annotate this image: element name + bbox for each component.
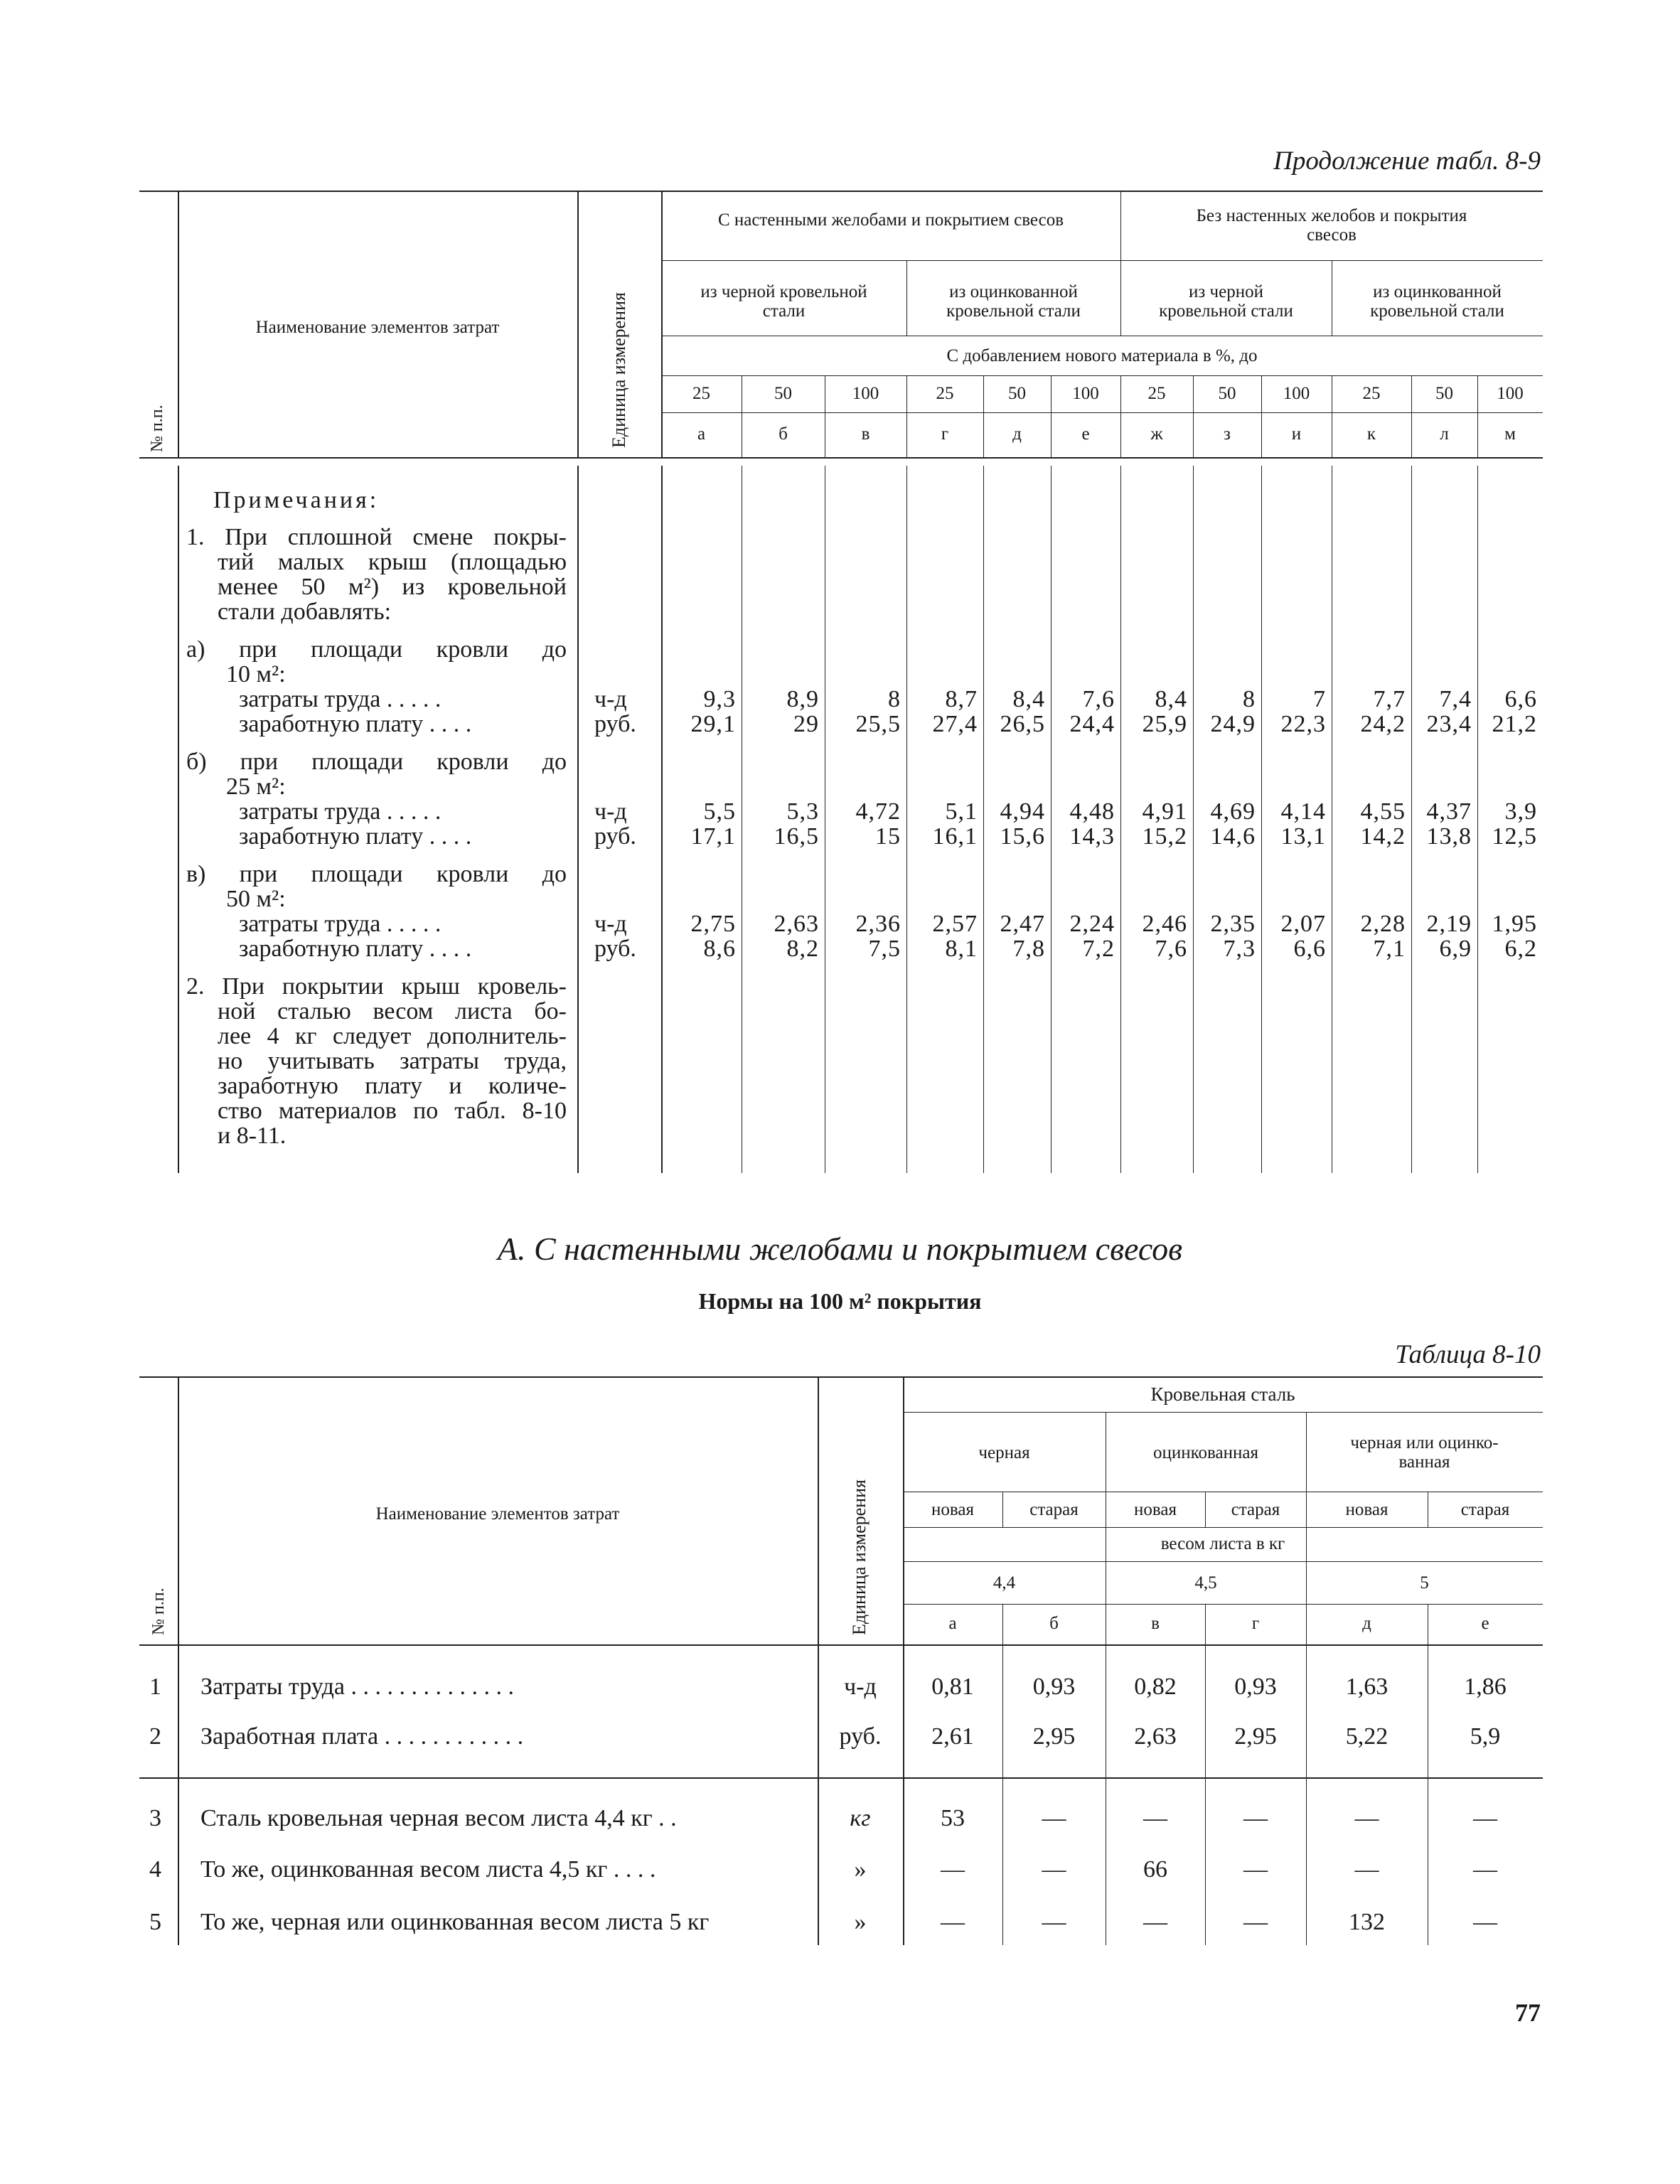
t810-col-name-header: Наименование элементов затрат bbox=[375, 1504, 620, 1524]
notes-title: Примечания: bbox=[213, 487, 380, 513]
percent-v: 100 bbox=[852, 384, 879, 403]
value-cell: 26,5 bbox=[1000, 711, 1045, 737]
value-cell: 7,4 bbox=[1439, 686, 1472, 712]
table-8-10-label: Таблица 8-10 bbox=[1395, 1340, 1541, 1369]
weight-2: 4,5 bbox=[1194, 1573, 1217, 1592]
old-1: старая bbox=[1029, 1500, 1079, 1519]
percent-k: 25 bbox=[1362, 384, 1381, 403]
unit-a-wage: руб. bbox=[594, 711, 636, 737]
value-cell: 8,2 bbox=[786, 936, 819, 962]
value-cell: 23,4 bbox=[1426, 711, 1472, 737]
note-v-labor: затраты труда . . . . . bbox=[239, 911, 442, 937]
table-row-name: То же, черная или оцинкованная весом листа 5 кг bbox=[200, 1909, 710, 1935]
value-cell: 7,1 bbox=[1373, 936, 1406, 962]
value-cell: 6,2 bbox=[1504, 936, 1537, 962]
table-cell: 132 bbox=[1349, 1909, 1385, 1935]
col-no-header: № п.п. bbox=[148, 405, 166, 452]
old-2: старая bbox=[1231, 1500, 1280, 1519]
value-cell: 4,69 bbox=[1210, 798, 1256, 825]
sub1-header: из черной кровельной стали bbox=[700, 282, 867, 321]
value-cell: 25,5 bbox=[855, 711, 901, 737]
value-cell: 27,4 bbox=[932, 711, 978, 737]
value-cell: 7,2 bbox=[1082, 936, 1115, 962]
table-cell: — bbox=[1473, 1909, 1497, 1935]
percent-d: 50 bbox=[1008, 384, 1026, 403]
value-cell: 22,3 bbox=[1280, 711, 1326, 737]
value-cell: 2,24 bbox=[1069, 911, 1115, 937]
table-cell: — bbox=[941, 1856, 965, 1883]
note-1-line-3: менее 50 м²) из кровельной bbox=[218, 574, 567, 600]
value-cell: 2,28 bbox=[1360, 911, 1406, 937]
table-cell: 2,61 bbox=[931, 1723, 974, 1750]
value-cell: 21,2 bbox=[1492, 711, 1537, 737]
weight-3: 5 bbox=[1420, 1573, 1429, 1592]
unit-b-labor: ч-д bbox=[594, 798, 627, 825]
value-cell: 2,46 bbox=[1142, 911, 1187, 937]
group1-header: С настенными желобами и покрытием свесов bbox=[717, 210, 1064, 230]
section-title: А. С настенными желобами и покрытием свесов bbox=[497, 1231, 1183, 1267]
note-1-line-2: тий малых крыш (площадью bbox=[218, 549, 567, 575]
new-3: новая bbox=[1345, 1500, 1389, 1519]
table-cell: — bbox=[1042, 1805, 1066, 1831]
t810-letter-v: в bbox=[1151, 1614, 1160, 1633]
table-cell: 1,86 bbox=[1464, 1674, 1507, 1700]
value-cell: 7,6 bbox=[1082, 686, 1115, 712]
t810-letter-e: е bbox=[1481, 1614, 1489, 1633]
value-cell: 2,19 bbox=[1426, 911, 1472, 937]
value-cell: 4,91 bbox=[1142, 798, 1187, 825]
steel-header: Кровельная сталь bbox=[1150, 1383, 1295, 1405]
letter-a: а bbox=[697, 424, 706, 444]
value-cell: 24,2 bbox=[1360, 711, 1406, 737]
table-cell: 66 bbox=[1143, 1856, 1167, 1883]
value-cell: 14,2 bbox=[1360, 823, 1406, 850]
table-cell: 5,22 bbox=[1345, 1723, 1389, 1750]
value-cell: 2,47 bbox=[1000, 911, 1045, 937]
table-cell: — bbox=[941, 1909, 965, 1935]
value-cell: 14,3 bbox=[1069, 823, 1115, 850]
value-cell: 15 bbox=[875, 823, 901, 850]
value-cell: 8,1 bbox=[945, 936, 978, 962]
t810-letter-b: б bbox=[1049, 1614, 1059, 1633]
value-cell: 5,3 bbox=[786, 798, 819, 825]
value-cell: 2,75 bbox=[690, 911, 736, 937]
weight-header: весом листа в кг bbox=[1160, 1534, 1285, 1553]
table-row-number: 5 bbox=[149, 1909, 161, 1935]
unit-v-wage: руб. bbox=[594, 936, 636, 962]
both-header: черная или оцинко- ванная bbox=[1350, 1433, 1499, 1472]
value-cell: 5,5 bbox=[703, 798, 736, 825]
note-a-labor: затраты труда . . . . . bbox=[239, 686, 442, 712]
table-row-name: Заработная плата . . . . . . . . . . . . bbox=[200, 1723, 524, 1750]
table-cell: 2,95 bbox=[1234, 1723, 1277, 1750]
value-cell: 3,9 bbox=[1504, 798, 1537, 825]
value-cell: 2,07 bbox=[1280, 911, 1326, 937]
material-row-header: С добавлением нового материала в %, до bbox=[946, 346, 1258, 365]
note-v-line-1: в) при площади кровли до bbox=[186, 861, 567, 887]
page-number: 77 bbox=[1515, 1998, 1541, 2027]
letter-l: л bbox=[1440, 424, 1449, 444]
table-row-unit: ч-д bbox=[844, 1674, 877, 1700]
t810-letter-g: г bbox=[1251, 1614, 1260, 1633]
value-cell: 8 bbox=[888, 686, 901, 712]
new-2: новая bbox=[1134, 1500, 1177, 1519]
value-cell: 13,8 bbox=[1426, 823, 1472, 850]
value-cell: 4,72 bbox=[855, 798, 901, 825]
note-a-line-1: а) при площади кровли до bbox=[186, 636, 567, 663]
note-b-line-1: б) при площади кровли до bbox=[186, 749, 567, 775]
table-row-name: Сталь кровельная черная весом листа 4,4 кг . . bbox=[200, 1805, 677, 1831]
table-row-number: 4 bbox=[149, 1856, 161, 1883]
table-row-unit: кг bbox=[850, 1805, 871, 1831]
percent-g: 25 bbox=[936, 384, 954, 403]
table-cell: 0,82 bbox=[1134, 1674, 1177, 1700]
table-cell: — bbox=[1473, 1805, 1497, 1831]
note-a-wage: заработную плату . . . . bbox=[239, 711, 472, 737]
note-v-wage: заработную плату . . . . bbox=[239, 936, 472, 962]
value-cell: 1,95 bbox=[1492, 911, 1537, 937]
value-cell: 12,5 bbox=[1492, 823, 1537, 850]
value-cell: 2,63 bbox=[774, 911, 819, 937]
letter-g: г bbox=[941, 424, 949, 444]
old-3: старая bbox=[1460, 1500, 1510, 1519]
table-cell: 0,81 bbox=[931, 1674, 974, 1700]
value-cell: 4,94 bbox=[1000, 798, 1045, 825]
value-cell: 7,7 bbox=[1373, 686, 1406, 712]
value-cell: 7,3 bbox=[1223, 936, 1256, 962]
letter-d: д bbox=[1012, 424, 1022, 444]
value-cell: 29 bbox=[793, 711, 819, 737]
letter-zh: ж bbox=[1150, 424, 1163, 444]
table-cell: 5,9 bbox=[1470, 1723, 1501, 1750]
unit-b-wage: руб. bbox=[594, 823, 636, 850]
letter-z: з bbox=[1224, 424, 1231, 444]
table-cell: — bbox=[1143, 1909, 1167, 1935]
note-2-line-1: 2. При покрытии крыш кровель- bbox=[186, 973, 567, 1000]
table-cell: — bbox=[1243, 1805, 1268, 1831]
value-cell: 4,37 bbox=[1426, 798, 1472, 825]
value-cell: 7,5 bbox=[868, 936, 901, 962]
value-cell: 8,6 bbox=[703, 936, 736, 962]
value-cell: 8 bbox=[1243, 686, 1256, 712]
value-cell: 8,7 bbox=[945, 686, 978, 712]
percent-a: 25 bbox=[692, 384, 710, 403]
value-cell: 8,4 bbox=[1155, 686, 1187, 712]
table-cell: — bbox=[1243, 1856, 1268, 1883]
letter-e: е bbox=[1081, 424, 1090, 444]
table-cell: 0,93 bbox=[1032, 1674, 1076, 1700]
continuation-label: Продолжение табл. 8-9 bbox=[1273, 146, 1541, 176]
value-cell: 17,1 bbox=[690, 823, 736, 850]
value-cell: 5,1 bbox=[945, 798, 978, 825]
value-cell: 25,9 bbox=[1142, 711, 1187, 737]
percent-e: 100 bbox=[1072, 384, 1099, 403]
table-cell: — bbox=[1243, 1909, 1268, 1935]
value-cell: 24,4 bbox=[1069, 711, 1115, 737]
value-cell: 16,1 bbox=[932, 823, 978, 850]
table-cell: — bbox=[1143, 1805, 1167, 1831]
percent-l: 50 bbox=[1435, 384, 1453, 403]
note-b-line-2: 25 м²: bbox=[226, 774, 286, 800]
unit-v-labor: ч-д bbox=[594, 911, 627, 937]
note-b-labor: затраты труда . . . . . bbox=[239, 798, 442, 825]
sub2-header: из оцинкованной кровельной стали bbox=[946, 282, 1081, 321]
sub3-header: из черной кровельной стали bbox=[1159, 282, 1293, 321]
value-cell: 2,57 bbox=[932, 911, 978, 937]
t810-col-no-header: № п.п. bbox=[149, 1588, 168, 1635]
t810-letter-d: д bbox=[1362, 1614, 1371, 1633]
note-2-line-7: и 8-11. bbox=[218, 1123, 287, 1149]
value-cell: 13,1 bbox=[1280, 823, 1326, 850]
value-cell: 4,55 bbox=[1360, 798, 1406, 825]
letter-i: и bbox=[1291, 424, 1302, 444]
value-cell: 4,14 bbox=[1280, 798, 1326, 825]
table-cell: — bbox=[1042, 1909, 1066, 1935]
table-row-name: То же, оцинкованная весом листа 4,5 кг . . . . bbox=[200, 1856, 656, 1883]
note-2-line-3: лее 4 кг следует дополнитель- bbox=[218, 1023, 567, 1049]
table-row-unit: руб. bbox=[839, 1723, 882, 1750]
percent-b: 50 bbox=[774, 384, 792, 403]
table-cell: 1,63 bbox=[1345, 1674, 1389, 1700]
value-cell: 8,4 bbox=[1012, 686, 1045, 712]
t810-col-unit-header: Единица измерения bbox=[849, 1479, 870, 1635]
value-cell: 2,36 bbox=[855, 911, 901, 937]
sub4-header: из оцинкованной кровельной стали bbox=[1370, 282, 1504, 321]
table-cell: — bbox=[1473, 1856, 1497, 1883]
black-header: черная bbox=[978, 1443, 1030, 1462]
table-cell: 0,93 bbox=[1234, 1674, 1277, 1700]
weight-1: 4,4 bbox=[993, 1573, 1016, 1592]
letter-v: в bbox=[861, 424, 870, 444]
percent-zh: 25 bbox=[1147, 384, 1166, 403]
table-row-number: 2 bbox=[149, 1723, 161, 1750]
value-cell: 6,9 bbox=[1439, 936, 1472, 962]
t810-letter-a: а bbox=[948, 1614, 957, 1633]
note-a-line-2: 10 м²: bbox=[226, 661, 286, 687]
value-cell: 7,6 bbox=[1155, 936, 1187, 962]
value-cell: 29,1 bbox=[690, 711, 736, 737]
group2-header: Без настенных желобов и покрытия свесов bbox=[1196, 206, 1467, 245]
value-cell: 7,8 bbox=[1012, 936, 1045, 962]
table-cell: — bbox=[1354, 1856, 1379, 1883]
note-1-line-1: 1. При сплошной смене покры- bbox=[186, 524, 567, 550]
value-cell: 16,5 bbox=[774, 823, 819, 850]
value-cell: 15,2 bbox=[1142, 823, 1187, 850]
table-row-unit: » bbox=[854, 1856, 867, 1883]
note-b-wage: заработную плату . . . . bbox=[239, 823, 472, 850]
table-row-number: 3 bbox=[149, 1805, 161, 1831]
value-cell: 7 bbox=[1313, 686, 1326, 712]
table-row-number: 1 bbox=[149, 1674, 161, 1700]
table-row-unit: » bbox=[854, 1909, 867, 1935]
new-1: новая bbox=[931, 1500, 974, 1519]
table-cell: — bbox=[1354, 1805, 1379, 1831]
value-cell: 8,9 bbox=[786, 686, 819, 712]
value-cell: 4,48 bbox=[1069, 798, 1115, 825]
table-row-name: Затраты труда . . . . . . . . . . . . . . bbox=[200, 1674, 515, 1700]
note-2-line-4: но учитывать затраты труда, bbox=[218, 1048, 567, 1074]
galv-header: оцинкованная bbox=[1153, 1443, 1258, 1462]
percent-m: 100 bbox=[1497, 384, 1524, 403]
value-cell: 24,9 bbox=[1210, 711, 1256, 737]
note-1-line-4: стали добавлять: bbox=[218, 599, 392, 625]
col-unit-header: Единица измерения bbox=[609, 292, 629, 448]
percent-z: 50 bbox=[1218, 384, 1236, 403]
table-cell: 2,95 bbox=[1032, 1723, 1076, 1750]
note-2-line-2: ной сталью весом листа бо- bbox=[218, 998, 567, 1024]
table-cell: 53 bbox=[941, 1805, 965, 1831]
note-v-line-2: 50 м²: bbox=[226, 886, 286, 912]
note-2-line-6: ство материалов по табл. 8-10 bbox=[218, 1098, 567, 1124]
note-2-line-5: заработную плату и количе- bbox=[218, 1073, 567, 1099]
unit-a-labor: ч-д bbox=[594, 686, 627, 712]
letter-b: б bbox=[779, 424, 788, 444]
value-cell: 6,6 bbox=[1293, 936, 1326, 962]
value-cell: 2,35 bbox=[1210, 911, 1256, 937]
col-name-header: Наименование элементов затрат bbox=[255, 318, 500, 337]
percent-i: 100 bbox=[1283, 384, 1310, 403]
value-cell: 6,6 bbox=[1504, 686, 1537, 712]
table-cell: 2,63 bbox=[1134, 1723, 1177, 1750]
value-cell: 14,6 bbox=[1210, 823, 1256, 850]
value-cell: 9,3 bbox=[703, 686, 736, 712]
value-cell: 15,6 bbox=[1000, 823, 1045, 850]
table-cell: — bbox=[1042, 1856, 1066, 1883]
section-subtitle: Нормы на 100 м² покрытия bbox=[698, 1288, 982, 1314]
letter-k: к bbox=[1366, 424, 1376, 444]
letter-m: м bbox=[1504, 424, 1516, 444]
